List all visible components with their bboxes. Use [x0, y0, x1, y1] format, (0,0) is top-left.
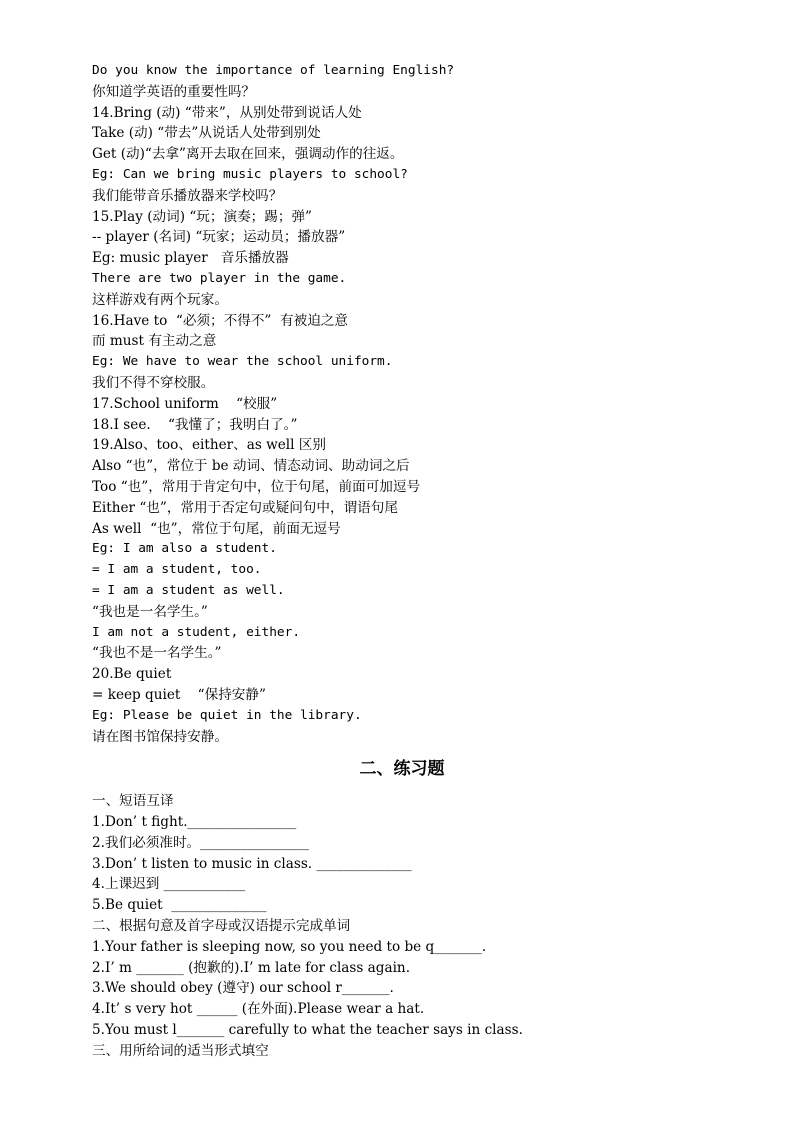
exercise-item: 3.Don’ t listen to music in class. ______________ [92, 855, 412, 872]
exercises-section [92, 791, 752, 1061]
text-line: Do you know the importance of learning English? [92, 63, 455, 78]
notes-section [92, 61, 752, 747]
text-line: 14.Bring (动) “带来”，从别处带到说话人处 [92, 104, 362, 121]
text-line: Eg: music player 音乐播放器 [92, 250, 289, 267]
text-line: = I am a student as well. [92, 582, 285, 598]
text-line: Eg: We have to wear the school uniform. [92, 354, 393, 370]
exercise-heading: 三、用所给词的适当形式填空 [92, 1042, 269, 1059]
text-line: 19.Also、too、either、as well 区别 [92, 437, 326, 454]
text-line: -- player (名词) “玩家；运动员；播放器” [92, 229, 346, 246]
exercise-item: 4.It’ s very hot ______ (在外面).Please wear a hat. [92, 1001, 425, 1018]
text-line: I am not a student, either. [92, 624, 301, 640]
text-line: Eg: Can we bring music players to school? [92, 166, 408, 182]
exercise-item: 1.Don’ t fight.________________ [92, 814, 297, 831]
text-line: 18.I see. “我懂了；我明白了。” [92, 416, 298, 433]
text-line: = I am a student, too. [92, 562, 262, 578]
text-line: Get (动)“去拿”离开去取在回来，强调动作的往返。 [92, 146, 404, 163]
text-line: As well “也”，常位于句尾，前面无逗号 [92, 520, 341, 537]
text-line: Eg: Please be quiet in the library. [92, 707, 362, 723]
text-line: 我们不得不穿校服。 [92, 374, 215, 391]
text-line: 请在图书馆保持安静。 [92, 728, 228, 745]
section-title: 二、练习题 [359, 759, 445, 780]
exercise-item: 1.Your father is sleeping now, so you need to be q_______. [92, 938, 487, 955]
text-line: 你知道学英语的重要性吗？ [92, 83, 256, 100]
text-line: Too “也”，常用于肯定句中，位于句尾，前面可加逗号 [92, 478, 421, 495]
text-line: Either “也”，常用于否定句或疑问句中，谓语句尾 [92, 499, 398, 516]
text-line: “我也不是一名学生。” [92, 645, 222, 662]
exercise-item: 5.You must l_______ carefully to what the teacher says in class. [92, 1022, 523, 1039]
text-line: = keep quiet “保持安静” [92, 686, 266, 703]
exercise-heading: 二、根据句意及首字母或汉语提示完成单词 [92, 918, 351, 935]
exercise-heading: 一、短语互译 [92, 793, 174, 810]
exercise-item: 2.I’ m _______ (抱歉的).I’ m late for class again. [92, 959, 411, 976]
text-line: There are two player in the game. [92, 270, 347, 286]
text-line: Take (动) “带去”从说话人处带到别处 [92, 125, 321, 142]
text-line: 而 must 有主动之意 [92, 333, 217, 350]
exercise-item: 5.Be quiet ______________ [92, 897, 267, 914]
text-line: “我也是一名学生。” [92, 603, 208, 620]
exercise-item: 2.我们必须准时。________________ [92, 834, 309, 851]
document-content [92, 61, 752, 1062]
text-line: 这样游戏有两个玩家。 [92, 291, 228, 308]
text-line: 20.Be quiet [92, 666, 172, 683]
text-line: 16.Have to “必须；不得不” 有被迫之意 [92, 312, 348, 329]
text-line: Eg: I am also a student. [92, 541, 277, 557]
exercise-item: 3.We should obey (遵守) our school r_______. [92, 980, 394, 997]
text-line: 15.Play (动词) “玩；演奏；踢；弹” [92, 208, 312, 225]
text-line: 17.School uniform “校服” [92, 395, 278, 412]
text-line: Also “也”，常位于 be 动词、情态动词、助动词之后 [92, 458, 410, 475]
exercise-item: 4.上课迟到 ____________ [92, 876, 246, 893]
text-line: 我们能带音乐播放器来学校吗？ [92, 187, 283, 204]
